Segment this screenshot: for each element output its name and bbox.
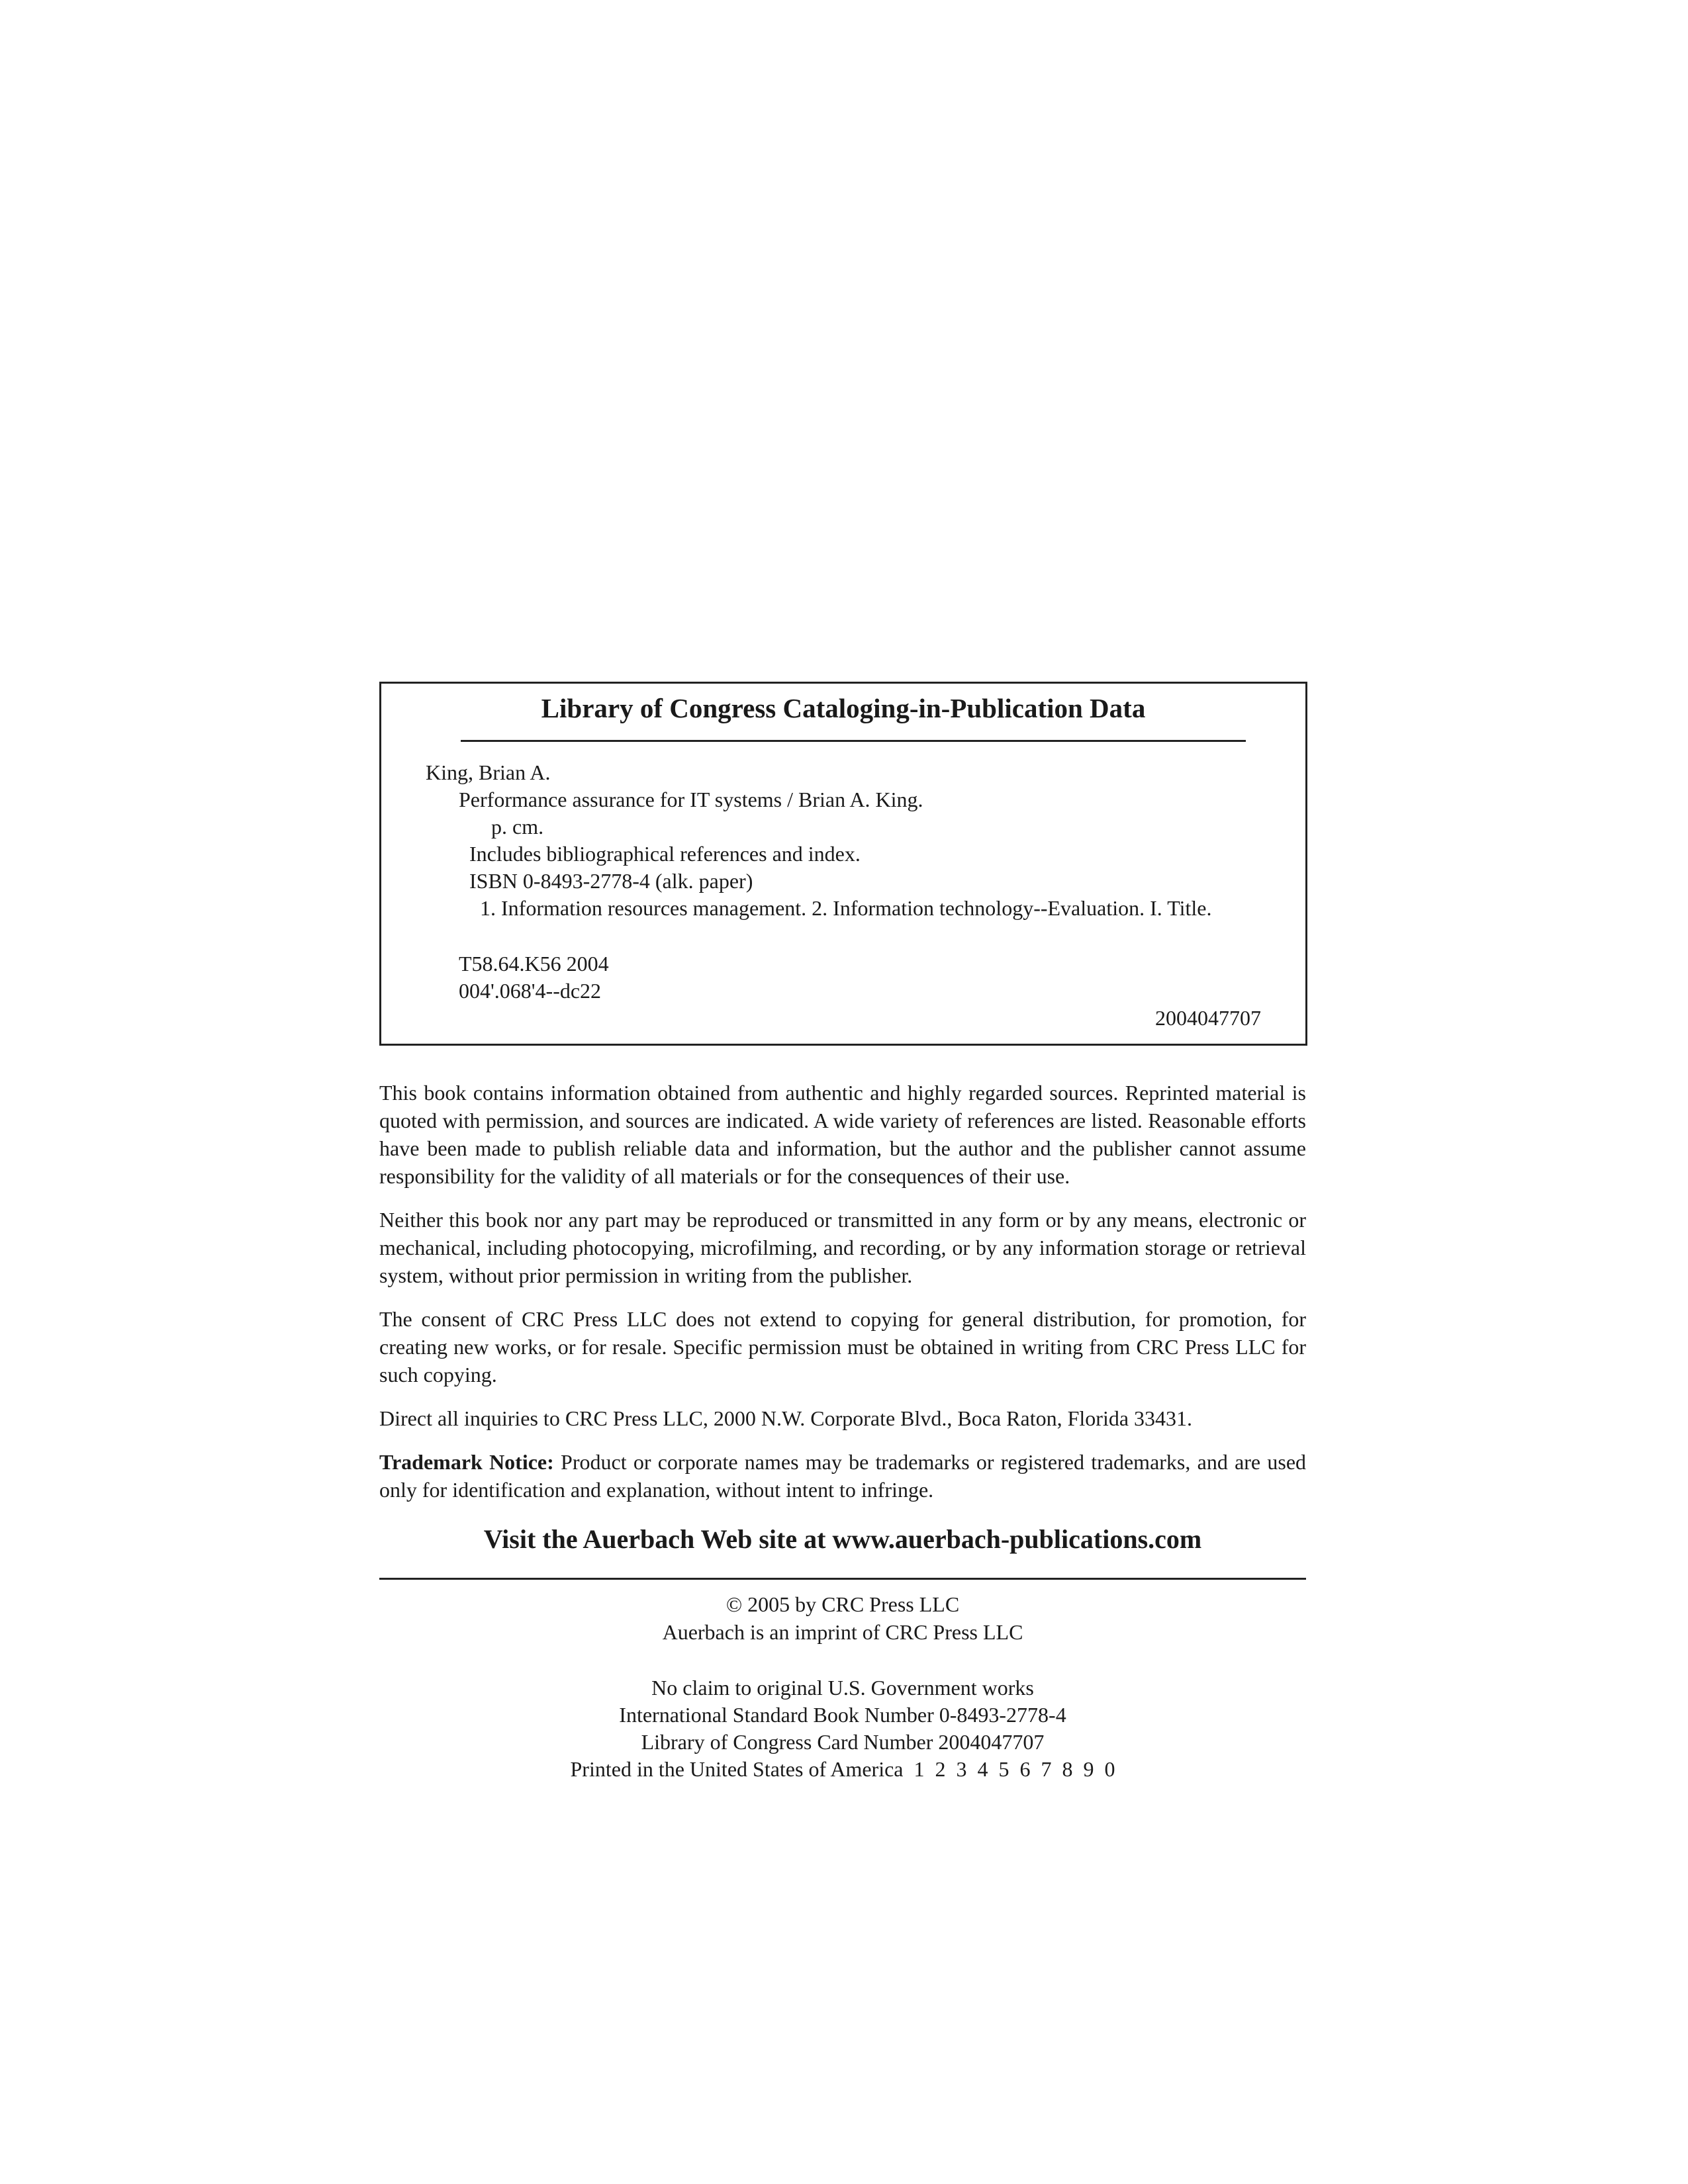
copyright-line: © 2005 by CRC Press LLC <box>726 1592 960 1616</box>
cip-dewey: 004'.068'4--dc22 <box>459 979 602 1003</box>
cip-isbn: ISBN 0-8493-2778-4 (alk. paper) <box>469 869 753 893</box>
cip-author: King, Brian A. <box>426 760 551 784</box>
cip-heading-rule <box>461 740 1246 742</box>
cip-pcm: p. cm. <box>491 815 544 839</box>
isbn-line: International Standard Book Number 0-8493-2778-4 <box>619 1703 1066 1727</box>
cip-includes: Includes bibliographical references and index. <box>469 842 861 866</box>
cip-title-line: Performance assurance for IT systems / Brian A. King. <box>459 788 923 811</box>
card-number-line: Library of Congress Card Number 2004047707 <box>641 1730 1045 1754</box>
imprint-auerbach: Auerbach is an imprint of CRC Press LLC <box>662 1620 1023 1644</box>
cip-heading: Library of Congress Cataloging-in-Publication Data <box>541 693 1146 723</box>
notice-reproduction: Neither this book nor any part may be reproduced or transmitted in any form or by any means, electronic or mechanical, including photocopying, microfilming, and recording, or by any information storage or retrieval system, without prior permission in writing from the publisher. <box>379 1208 1306 1287</box>
trademark-text: Product or corporate names may be trademarks or registered trademarks, and are used only for identification and explanation, without intent to infringe. <box>379 1450 1307 1502</box>
no-claim-line: No claim to original U.S. Government works <box>651 1676 1034 1700</box>
printed-line: Printed in the United States of America 1 2 3 4 5 6 7 8 9 0 <box>570 1757 1115 1781</box>
cip-lccn: 2004047707 <box>1155 1006 1261 1030</box>
cip-subjects: 1. Information resources management. 2. Information technology--Evaluation. I. Title. <box>480 896 1212 920</box>
notice-sources: This book contains information obtained from authentic and highly regarded sources. Reprinted material is quoted with permission, and sources are indicated. A wide variety of references are listed. Reasonable efforts have been made to publish reliable data and information, but the author and the publisher cannot assume responsibility for the validity of all materials or for the consequences of their use. <box>379 1081 1306 1188</box>
imprint-rule <box>379 1578 1306 1580</box>
notice-consent: The consent of CRC Press LLC does not extend to copying for general distribution, for promotion, for creating new works, or for resale. Specific permission must be obtained in writing from CRC Press LLC for such copying. <box>379 1307 1306 1387</box>
notice-inquiries: Direct all inquiries to CRC Press LLC, 2000 N.W. Corporate Blvd., Boca Raton, Florida 33431. <box>379 1406 1193 1430</box>
cip-lc-class: T58.64.K56 2004 <box>459 952 609 976</box>
trademark-label: Trademark Notice: <box>379 1450 554 1474</box>
web-site-banner: Visit the Auerbach Web site at www.auerbach-publications.com <box>483 1524 1202 1554</box>
notice-trademark <box>379 1448 1306 1504</box>
